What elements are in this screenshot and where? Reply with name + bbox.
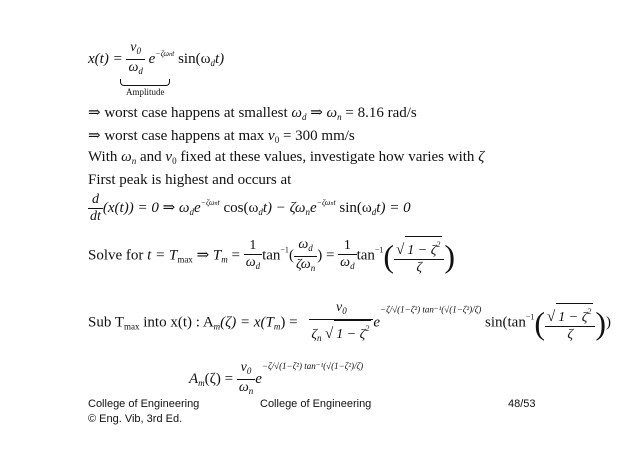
line8-den: ζ (311, 327, 317, 342)
line8-sqrt-sup: 2 (587, 307, 592, 316)
line-smallest-omega (88, 103, 417, 122)
line8-sin: sin(tan (485, 314, 526, 331)
amplitude-label: Amplitude (126, 87, 165, 97)
line6-rest3-sub: n (305, 206, 310, 217)
line6-rest3: t) − ζω (262, 199, 306, 216)
line8-close: ) (606, 314, 612, 331)
line8-den2: ζ (545, 326, 595, 343)
eq1-num-sub: 0 (136, 46, 141, 56)
line7-wd-sub: d (255, 261, 261, 271)
line7-tan2-sup: −1 (374, 245, 384, 255)
line8-frac1 (309, 300, 373, 346)
line4-v-sub: 0 (172, 156, 177, 166)
line8-pre-sub: max (123, 321, 140, 332)
line7-f2num: ω (298, 236, 309, 252)
line7-f2num-sub: d (308, 242, 313, 253)
line7-pre: Solve for (88, 247, 148, 264)
line2-omega: ω (291, 105, 302, 121)
line-max-velocity (88, 126, 355, 145)
line7-wd2-sub: d (350, 261, 355, 271)
line2-value: = 8.16 rad/s (341, 105, 417, 121)
line8-mid2-sub: m (273, 321, 281, 332)
line6-rest2-sub: d (258, 206, 263, 217)
equation-displacement (88, 40, 224, 79)
line7-eq2: = (227, 247, 240, 264)
line9-num: v (240, 360, 247, 375)
line9-exp: −ζ/√(1−ζ²) tan⁻¹(√(1−ζ²)/ζ) (261, 360, 364, 371)
eq1-den-sub: d (138, 66, 143, 76)
line9-lhs2: (ζ) = (204, 370, 234, 387)
line7-t: t (147, 247, 152, 264)
line7-sqrt-sup: 2 (436, 240, 441, 249)
line7-wd2: ω (340, 255, 351, 270)
line9-den: ω (238, 380, 249, 395)
line7-eq-sub: max (177, 254, 193, 265)
sqrt-icon-3: √ (547, 309, 556, 325)
line7-f2den-sub: n (310, 262, 316, 273)
line8-mid-sub: m (213, 321, 221, 332)
line6-rest2: cos(ω (219, 199, 259, 216)
line4-omega-sub: n (131, 156, 137, 166)
line7-lparen: ( (383, 238, 395, 274)
footer-left-line2: © Eng. Vib, 3rd Ed. (88, 413, 183, 425)
line6-e2-t: t (333, 197, 336, 207)
eq1-rest: sin(ω (174, 50, 211, 67)
line7-f2den: ζω (295, 256, 311, 272)
eq1-exp-t: t (172, 48, 175, 58)
line8-den-sub: n (316, 333, 322, 343)
sqrt-icon-2: √ (324, 326, 334, 342)
eq1-rest-sub: d (210, 57, 215, 68)
eq1-exp-sup: −ζω (155, 48, 170, 58)
line6-e1-sup: −ζω (200, 197, 215, 207)
line-with-fixed (88, 149, 484, 166)
line9-lhs-sub: m (198, 377, 205, 388)
line8-sqrtden-sup: 2 (365, 324, 370, 333)
line6-e2-supsub: n (330, 200, 334, 207)
implies-icon-2: ⇒ (306, 105, 327, 121)
line6-e1-supsub: n (214, 200, 218, 207)
line8-lparen: ( (534, 305, 546, 341)
deriv-dt: dt (90, 209, 101, 224)
line7-eq3: ) = (317, 247, 335, 264)
line7-arrow: ⇒ T (192, 247, 222, 264)
equation-solve-tmax: Solve for $t = T_{max}$ ⇒ $T_m$ = $\frac{1}{\omega_d}$ $\tan^{-1}$( $\frac{\omega_d}{\zeta\omega_n}$ ) = $\frac{1}{\omega_d}$ $\tan^{-1}$( $\frac{√ 1 - \zeta^2}{\zeta}$ ) (88, 236, 456, 275)
eq1-den: ω (128, 60, 139, 75)
eq1-lhs: x(t) = (88, 50, 123, 67)
line7-tan2: tan (356, 247, 375, 264)
line4-pre: With (88, 149, 122, 165)
line8-e: e (373, 314, 381, 331)
equation-derivative (88, 192, 411, 225)
line7-eq: = T (151, 247, 178, 264)
equation-sub-tmax (88, 300, 611, 346)
line3-text: worst case happens at max (100, 128, 269, 144)
line7-one2: 1 (343, 238, 351, 253)
line9-den-sub: n (248, 386, 254, 396)
line8-exp: −ζ/√(1−ζ²) tan⁻¹(√(1−ζ²)/ζ) (380, 304, 482, 315)
line7-arrow-sub: m (221, 254, 228, 265)
line3-v: v (268, 128, 275, 144)
line8-sin-sup: −1 (525, 312, 535, 322)
line8-rparen: ) (595, 305, 607, 341)
eq1-rest-end: t) (214, 50, 225, 67)
line7-sqrt: 1 − ζ (407, 243, 437, 258)
line2-text: worst case happens at smallest (100, 105, 292, 121)
line8-sqrtden: 1 − ζ (336, 327, 366, 342)
line-first-peak: First peak is highest and occurs at (88, 172, 292, 188)
deriv-d: d (91, 192, 99, 207)
eq1-num: v (130, 40, 137, 55)
line7-frac2 (294, 237, 317, 276)
line7-tan-sup: −1 (280, 245, 289, 255)
line8-sqrt: 1 − ζ (558, 310, 588, 325)
line7-one: 1 (249, 238, 257, 253)
implies-icon-3: ⇒ (88, 128, 101, 144)
line3-value: = 300 mm/s (279, 128, 355, 144)
line6-rest1-sub: d (189, 206, 194, 217)
line4-v: v (165, 149, 173, 165)
eq1-fraction (126, 40, 144, 79)
line7-tan: tan (262, 247, 281, 264)
line8-mid2: (ζ) = x(T (220, 314, 274, 331)
line2-omega-n: ω (326, 105, 338, 121)
equation-amplitude (189, 360, 363, 399)
line8-frac2 (545, 303, 595, 343)
line4-omega: ω (121, 149, 132, 165)
line7-frac3 (338, 238, 356, 274)
line9-e: e (255, 370, 262, 387)
line6-rest4-sub: d (371, 206, 377, 217)
eq1-exp: e (148, 50, 156, 67)
sqrt-icon: √ (396, 242, 405, 258)
line9-num-sub: 0 (246, 366, 252, 376)
line8-num: v (335, 300, 343, 315)
line4-mid: and (136, 149, 166, 165)
derivative-fraction (88, 192, 103, 225)
line9-lhs: A (189, 370, 199, 387)
eq1-exp-sup-sub: n (169, 51, 173, 58)
footer-left-line1: College of Engineering (88, 398, 200, 410)
line4-post: fixed at these values, investigate how varies with (176, 149, 479, 165)
line9-frac (237, 360, 255, 399)
line6-e1-t: t (217, 197, 220, 207)
footer-center: College of Engineering (260, 398, 372, 410)
amplitude-brace (120, 79, 170, 86)
line8-mid: into x(t) : A (139, 314, 214, 331)
line6-rest1: (x(t)) = 0 ⇒ ω (102, 199, 190, 216)
line7-frac1 (244, 238, 262, 274)
line8-num-sub: 0 (342, 306, 347, 316)
line7-frac4 (394, 236, 444, 276)
line6-e2-sup: −ζω (316, 197, 331, 207)
line6-e1: e (193, 199, 201, 216)
line7-den3: ζ (394, 259, 444, 276)
implies-icon: ⇒ (88, 105, 101, 121)
line8-pre: Sub T (88, 314, 124, 331)
footer-page-number: 48/53 (508, 398, 536, 410)
line6-rest5: t) = 0 (376, 199, 411, 216)
line7-rparen: ) (444, 238, 456, 274)
line6-e2: e (309, 199, 317, 216)
line2-omega-sub: d (301, 112, 307, 122)
line8-mid3: ) = (280, 314, 298, 331)
line3-v-sub: 0 (274, 135, 280, 145)
line7-wd: ω (245, 255, 256, 270)
line4-zeta: ζ (478, 149, 485, 165)
line6-rest4: sin(ω (335, 199, 372, 216)
line2-omega-n-sub: n (337, 112, 342, 122)
